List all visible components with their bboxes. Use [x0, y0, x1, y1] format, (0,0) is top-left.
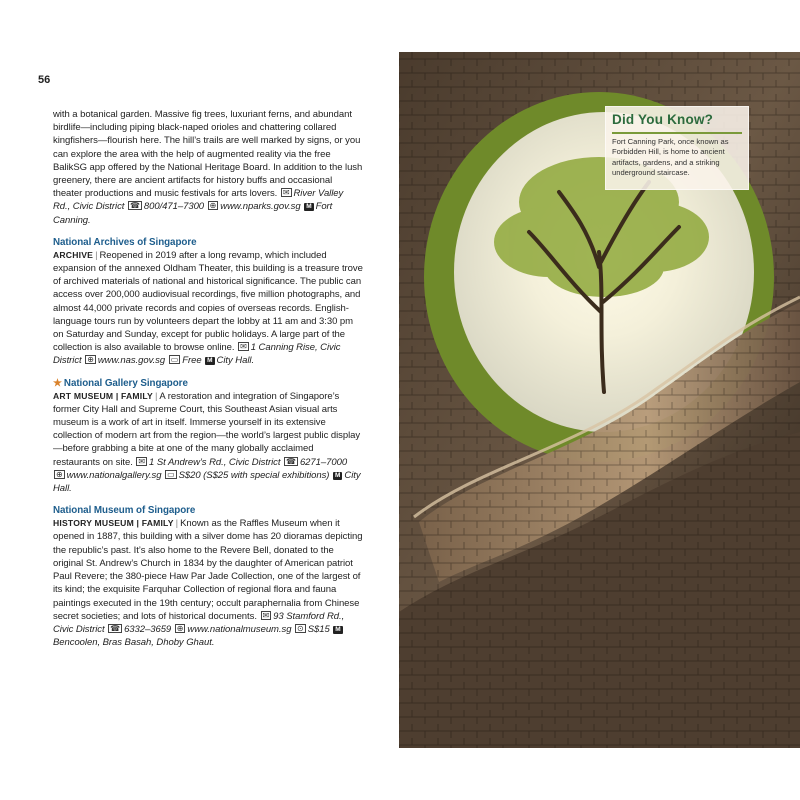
- entry-price: S$20 (S$25 with special exhibitions): [178, 469, 330, 481]
- intro-phone: 800/471–7300: [143, 201, 205, 213]
- entry-price: Free: [182, 355, 202, 367]
- entry-metro: City Hall.: [216, 355, 255, 367]
- entry-body: [53, 390, 363, 496]
- entry-website[interactable]: www.nationalmuseum.sg: [187, 623, 292, 635]
- entry-metro: City Hall.: [53, 469, 361, 495]
- entry-description: A restoration and integration of Singapore’s former City Hall and Supreme Court, this Southeast Asian visual arts museum is a work of art in itself. Immerse yourself in its extensive collection of modern art from the region—the world’s largest public display—before grabbing a bite at one of the many globally acclaimed restaurants on site.: [53, 390, 361, 468]
- phone-icon: ☎: [129, 201, 140, 211]
- entry-website[interactable]: www.nationalgallery.sg: [66, 469, 162, 481]
- star-icon: ★: [53, 377, 62, 389]
- intro-website[interactable]: www.nparks.gov.sg: [220, 201, 301, 213]
- globe-icon: ⊕: [56, 469, 63, 479]
- metro-icon: M: [207, 357, 213, 365]
- envelope-icon: ✉: [262, 610, 270, 620]
- entry-title-text: National Gallery Singapore: [63, 377, 188, 389]
- envelope-icon: ✉: [282, 188, 290, 198]
- entry-address: 1 St Andrew’s Rd., Civic District: [149, 456, 281, 468]
- envelope-icon: ✉: [240, 342, 247, 352]
- globe-icon: ⊕: [209, 201, 217, 211]
- entry-title: National Museum of Singapore: [53, 505, 196, 517]
- entry-national-museum: [53, 504, 363, 649]
- envelope-icon: ✉: [138, 456, 146, 466]
- entry-body: [53, 249, 363, 368]
- entry-description: Known as the Raffles Museum when it opened in 1887, this building with a silver dome has 20 dioramas depicting the republic’s past. It’s also home to the Revere Bell, donated to the original St. Andrew’s Church in 1834 by the daughter of American patriot Paul Revere; the 380-piece Haw Par Jade Collection, one of the largest of its kind; the exquisite Farquhar Collection of regional flora and fauna paintings executed in the 19th century; occult paraphernalia from Chinese secret societies; and lots of historical documents.: [53, 518, 363, 622]
- entry-national-archives: [53, 236, 363, 368]
- entry-website[interactable]: www.nas.gov.sg: [97, 355, 166, 367]
- metro-icon: M: [335, 625, 341, 633]
- entry-national-gallery: [53, 377, 363, 496]
- entry-address: 1 Canning Rise, Civic District: [53, 342, 341, 367]
- separator: |: [95, 249, 98, 261]
- ticket-icon: ⊙: [297, 623, 304, 633]
- entry-categories: HISTORY MUSEUM | FAMILY: [53, 518, 174, 529]
- entry-price: S$15: [307, 623, 330, 635]
- entry-phone: 6332–3659: [124, 623, 172, 635]
- intro-text: with a botanical garden. Massive fig trees, luxuriant ferns, and abundant birdlife—including piping black-naped orioles and chattering collared kingfishers—flourish here. The hill’s trails are well marked by signs, or you can explore the area with the help of augmented reality via the free BalikSG app offered by the National Heritage Board. In addition to the lush greenery, there are ancient artifacts for history buffs and occasional theater productions and music festivals for arts lovers.: [53, 109, 363, 200]
- intro-metro: Fort Canning.: [53, 201, 333, 226]
- globe-icon: ⊕: [176, 623, 184, 633]
- did-you-know-title: Did You Know?: [612, 112, 714, 127]
- globe-icon: ⊕: [87, 355, 94, 365]
- separator: |: [175, 518, 179, 530]
- entry-description: Reopened in 2019 after a long revamp, which included expansion of the annexed Oldham Theater, this building is a treasure trove of archived materials of national and historical significance. The public can access over 200,000 audiovisual recordings, five million photographs, and almost 44,000 private records and copies of overseas records. English-language tours run by volunteers depart the lobby at 11 am and 3:30 pm on Saturday and Sunday, except for public holidays. A large part of the collection is also available to browse online.: [53, 249, 363, 354]
- entry-categories: ARCHIVE: [53, 249, 94, 260]
- did-you-know-rule: [612, 132, 742, 134]
- page-number: 56: [38, 74, 51, 86]
- ticket-icon: ▭: [167, 469, 175, 479]
- metro-icon: M: [335, 471, 341, 479]
- metro-icon: M: [306, 203, 312, 211]
- text-column: [53, 108, 363, 649]
- did-you-know-box: [605, 106, 749, 190]
- phone-icon: ☎: [286, 456, 296, 466]
- entry-title: [53, 377, 363, 390]
- entry-metro: Bencoolen, Bras Basah, Dhoby Ghaut.: [53, 637, 215, 649]
- entry-body: [53, 517, 363, 649]
- intro-address: River Valley Rd., Civic District: [53, 188, 344, 213]
- did-you-know-text: Fort Canning Park, once known as Forbidden Hill, is home to ancient artifacts, gardens, and a striking underground staircase.: [612, 137, 729, 178]
- separator: |: [154, 390, 158, 402]
- entry-categories: ART MUSEUM | FAMILY: [53, 390, 153, 401]
- entry-title: National Archives of Singapore: [53, 236, 197, 248]
- phone-icon: ☎: [110, 623, 121, 633]
- intro-paragraph: [53, 108, 363, 227]
- entry-address: 93 Stamford Rd., Civic District: [53, 610, 345, 635]
- ticket-icon: ▭: [170, 355, 179, 365]
- entry-phone: 6271–7000: [299, 456, 348, 468]
